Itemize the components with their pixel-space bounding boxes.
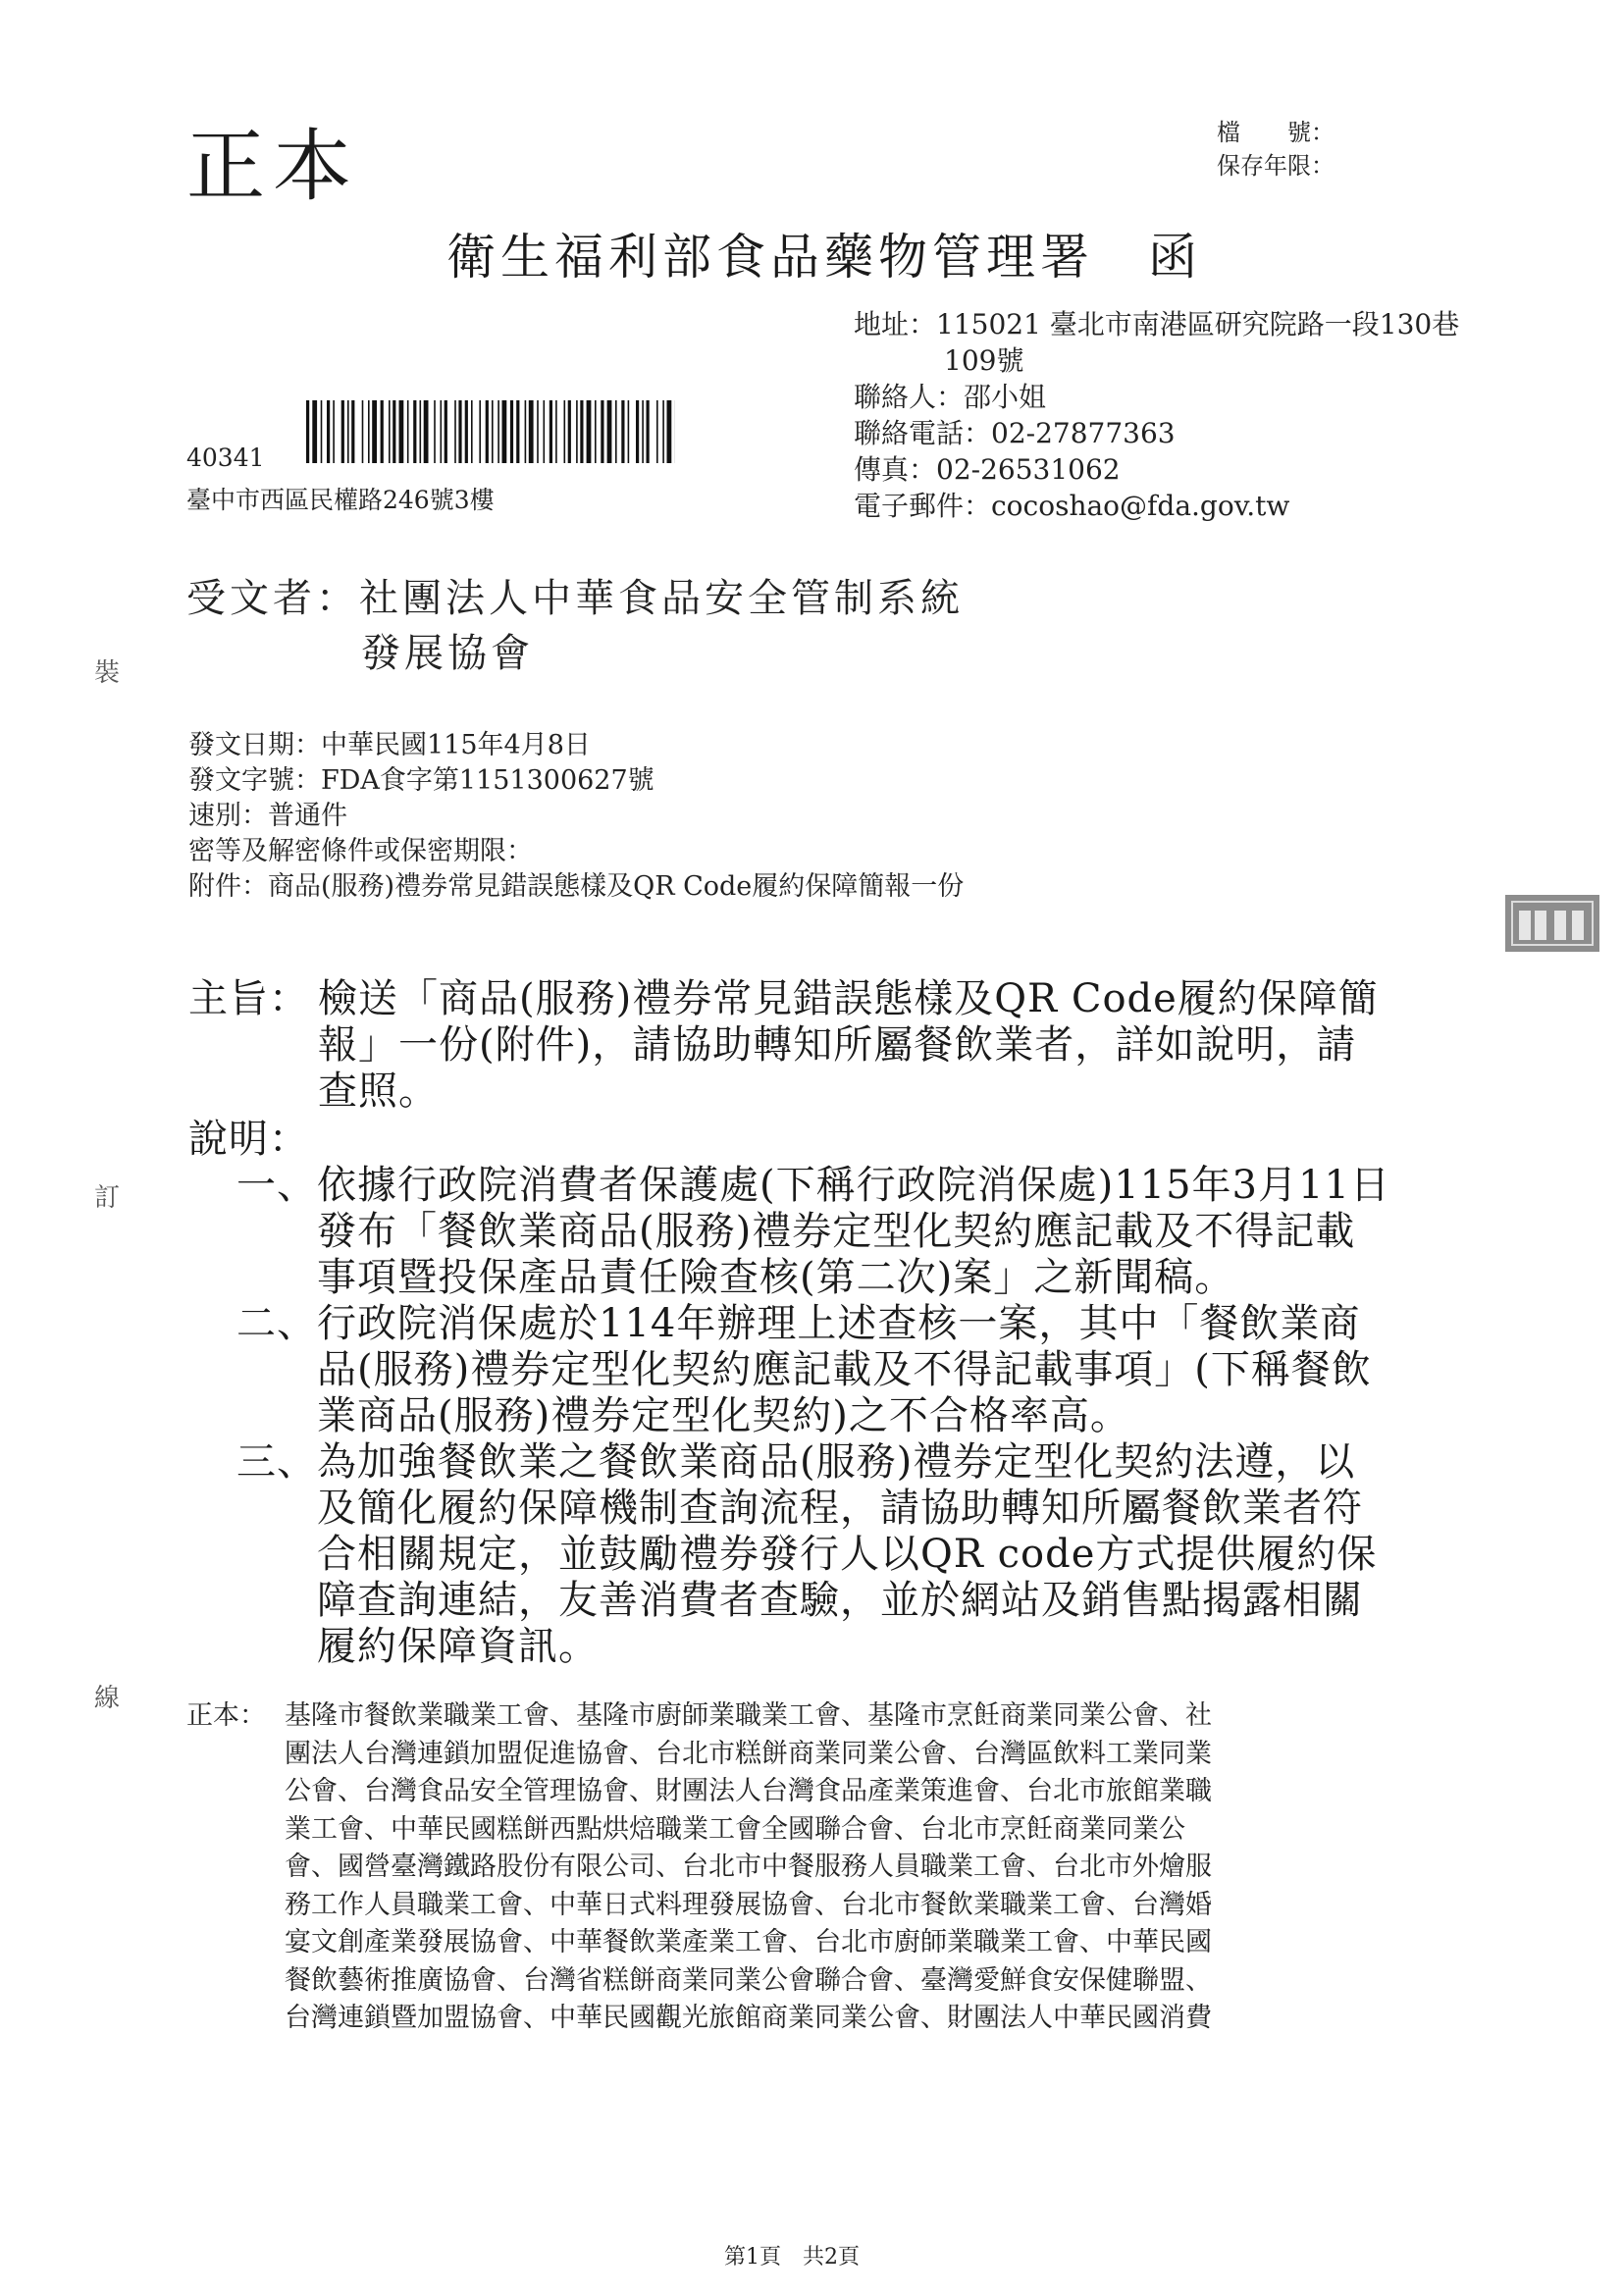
recipient-zip: 40341	[186, 444, 265, 472]
copy-type-label: 正本	[186, 121, 359, 212]
recipient-line-2: 發展協會	[361, 631, 534, 676]
item-line: 障查詢連結，友善消費者查驗，並於網站及銷售點揭露相關	[317, 1578, 1363, 1623]
cc-section	[186, 1697, 1212, 2038]
sender-address: 地址：115021 臺北市南港區研究院路一段130巷	[854, 308, 1460, 340]
delivery-speed: 速別：普通件	[188, 801, 347, 831]
binding-mark-ding: 訂	[94, 1183, 121, 1213]
item-line: 發布「餐飲業商品(服務)禮券定型化契約應記載及不得記載	[317, 1209, 1356, 1254]
explanation-item	[188, 1301, 1390, 1439]
explanation-label: 說明：	[188, 1117, 309, 1162]
letter-body	[188, 976, 1390, 1670]
file-number: 檔 號：	[1217, 119, 1335, 146]
file-meta	[1217, 116, 1335, 183]
item-line: 事項暨投保產品責任險查核(第二次)案」之新聞稿。	[317, 1255, 1235, 1300]
item-number: 一、	[236, 1163, 317, 1208]
cc-line: 業工會、中華民國糕餅西點烘焙職業工會全國聯合會、台北市烹飪商業同業公	[285, 1813, 1185, 1845]
cc-label: 正本：	[186, 1700, 266, 1731]
subject-line: 檢送「商品(服務)禮券常見錯誤態樣及QR Code履約保障簡	[318, 976, 1379, 1021]
sender-address-cont: 109號	[944, 344, 1024, 377]
explanation-item	[188, 1439, 1390, 1670]
document-number: 發文字號：FDA食字第1151300627號	[188, 765, 654, 796]
secrecy-level: 密等及解密條件或保密期限：	[188, 836, 533, 866]
cc-line: 基隆市餐飲業職業工會、基隆市廚師業職業工會、基隆市烹飪商業同業公會、社	[285, 1700, 1212, 1731]
item-text	[317, 1163, 1390, 1301]
item-line: 行政院消保處於114年辦理上述查核一案，其中「餐飲業商	[317, 1301, 1361, 1346]
item-line: 及簡化履約保障機制查詢流程，請協助轉知所屬餐飲業者符	[317, 1486, 1363, 1531]
item-text	[317, 1439, 1377, 1670]
binding-mark-xian: 線	[94, 1684, 121, 1713]
cc-line: 務工作人員職業工會、中華日式料理發展協會、台北市餐飲業職業工會、台灣婚	[285, 1889, 1212, 1920]
document-title: 衛生福利部食品藥物管理署 函	[446, 229, 1202, 286]
item-line: 履約保障資訊。	[317, 1624, 599, 1669]
item-number: 二、	[236, 1301, 317, 1346]
cc-line: 宴文創產業發展協會、中華餐飲業產業工會、台北市廚師業職業工會、中華民國	[285, 1927, 1212, 1957]
item-line: 合相關規定，並鼓勵禮券發行人以QR code方式提供履約保	[317, 1532, 1378, 1577]
cc-line: 餐飲藝術推廣協會、台灣省糕餅商業同業公會聯合會、臺灣愛鮮食安保健聯盟、	[285, 1964, 1212, 1996]
cc-line: 台灣連鎖暨加盟協會、中華民國觀光旅館商業同業公會、財團法人中華民國消費	[285, 2003, 1212, 2033]
contact-email: 電子郵件：cocoshao@fda.gov.tw	[854, 490, 1290, 522]
postal-barcode	[306, 400, 675, 463]
subject-line: 查照。	[318, 1069, 439, 1114]
document-meta	[188, 728, 964, 905]
item-line: 業商品(服務)禮券定型化契約)之不合格率高。	[317, 1393, 1130, 1438]
item-text	[317, 1301, 1372, 1439]
subject-label: 主旨：	[188, 976, 309, 1021]
contact-person: 聯絡人：邵小姐	[854, 381, 1047, 413]
page-number: 第1頁 共2頁	[724, 2245, 860, 2270]
contact-phone: 聯絡電話：02-27877363	[854, 417, 1176, 449]
subject-text	[318, 976, 1379, 1115]
cc-line: 會、國營臺灣鐵路股份有限公司、台北市中餐服務人員職業工會、台北市外燴服	[285, 1852, 1212, 1882]
subject-section	[188, 976, 1390, 1115]
issue-date: 發文日期：中華民國115年4月8日	[188, 730, 591, 760]
cc-list	[285, 1697, 1212, 2038]
official-seal-stamp	[1505, 895, 1599, 952]
binding-mark-zhuang: 裝	[94, 658, 121, 688]
cc-line: 團法人台灣連鎖加盟促進協會、台北市糕餅商業同業公會、台灣區飲料工業同業	[285, 1738, 1212, 1769]
item-line: 依據行政院消費者保護處(下稱行政院消保處)115年3月11日	[317, 1163, 1390, 1208]
item-line: 品(服務)禮券定型化契約應記載及不得記載事項」(下稱餐飲	[317, 1347, 1372, 1392]
contact-fax: 傳真：02-26531062	[854, 453, 1121, 486]
explanation-item	[188, 1163, 1390, 1301]
item-line: 為加強餐飲業之餐飲業商品(服務)禮券定型化契約法遵，以	[317, 1439, 1356, 1485]
recipient-address: 臺中市西區民權路246號3樓	[186, 486, 495, 514]
recipient-line-1: 受文者：社團法人中華食品安全管制系統	[186, 576, 964, 621]
sender-contact-block	[854, 306, 1459, 524]
retention-period: 保存年限：	[1217, 152, 1335, 180]
attachment-note: 附件：商品(服務)禮券常見錯誤態樣及QR Code履約保障簡報一份	[188, 871, 965, 902]
item-number: 三、	[236, 1439, 317, 1485]
cc-line: 公會、台灣食品安全管理協會、財團法人台灣食品產業策進會、台北市旅館業職	[285, 1776, 1212, 1806]
subject-line: 報」一份(附件)，請協助轉知所屬餐飲業者，詳如說明，請	[318, 1022, 1357, 1068]
recipient-block	[186, 571, 964, 681]
